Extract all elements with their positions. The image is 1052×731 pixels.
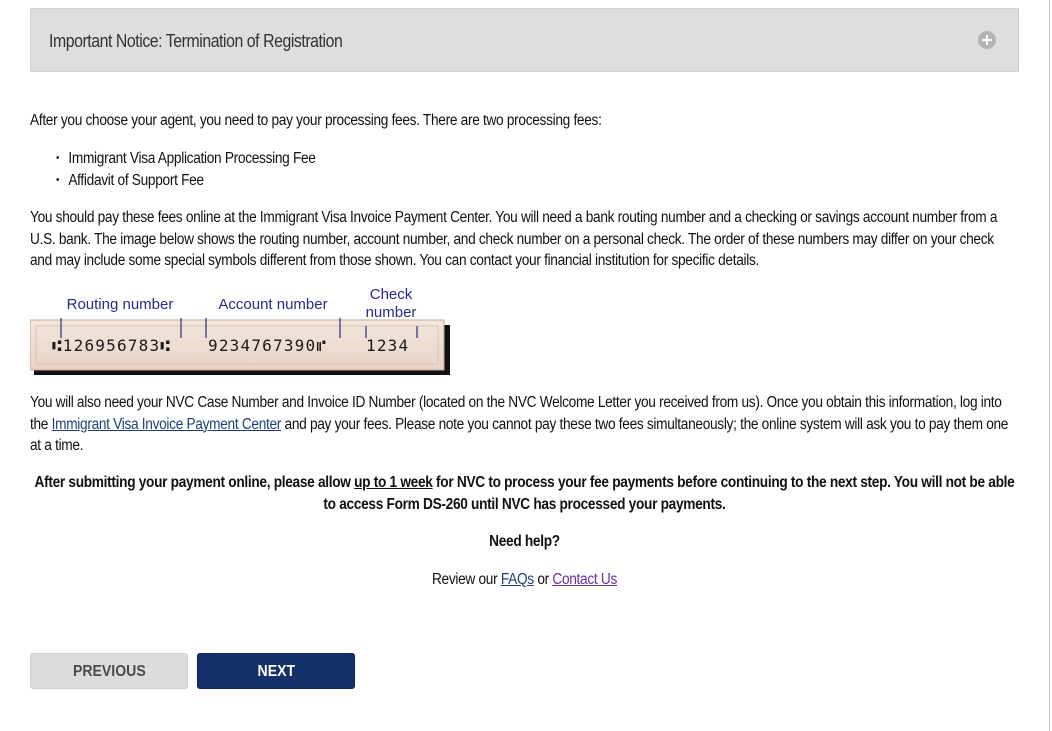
payment-info-text: You should pay these fees online at the Immigrant Visa Invoice Payment Center. You will need a bank routing number and a checking or savings account number from a U.S. bank. The image below shows the routing number, account number, and check number on a personal check. The order of these numbers may differ on your check and may include some special symbols different from those shown. You can contact your financial institution for specific details. — [30, 209, 998, 269]
fee-list — [56, 148, 316, 191]
fee-list-item: • Immigrant Visa Application Processing Fee — [56, 148, 316, 170]
account-number-label: Account number — [218, 296, 328, 313]
page-edge-rule — [1049, 0, 1050, 731]
plus-circle-icon[interactable] — [978, 31, 996, 49]
case-info-text — [30, 392, 1019, 457]
previous-button[interactable] — [30, 653, 188, 689]
review-prefix: Review our — [431, 571, 501, 588]
check-digits: 1234 — [366, 336, 410, 355]
help-links — [30, 569, 1019, 591]
termination-notice-accordion[interactable] — [30, 8, 1019, 72]
account-digits: 9234767390⑈ — [208, 336, 328, 355]
or-text: or — [533, 571, 553, 588]
case-info-before: You will also need your NVC Case Number and Invoice ID Number (located on the NVC Welcome Letter you received from us). Once you obtain this information, log into the — [30, 394, 1002, 433]
check-number-label-line2: number — [365, 304, 417, 321]
check-diagram — [30, 288, 452, 376]
need-help-heading: Need help? — [489, 533, 560, 550]
processing-time-emphasis: up to 1 week — [354, 474, 433, 491]
intro-text: After you choose your agent, you need to pay your processing fees. There are two processing fees: — [30, 112, 602, 129]
processing-notice-before: After submitting your payment online, please allow — [34, 474, 355, 491]
fee-list-item: • Affidavit of Support Fee — [56, 170, 316, 192]
next-button[interactable] — [197, 653, 355, 689]
next-button-label: NEXT — [257, 663, 295, 680]
case-info-after: and pay your fees. Please note you cannot pay these two fees simultaneously; the online system will ask you to pay them one at a time. — [30, 415, 1009, 454]
previous-button-label: PREVIOUS — [72, 663, 146, 680]
payment-center-link[interactable]: Immigrant Visa Invoice Payment Center — [51, 415, 282, 433]
processing-notice-after: for NVC to process your fee payments before continuing to the next step. You will not be able to access Form DS-260 until NVC has processed your payments. — [323, 474, 1015, 513]
accordion-title: Important Notice: Termination of Registration — [49, 31, 343, 51]
contact-us-link[interactable]: Contact Us — [552, 571, 617, 588]
routing-number-label: Routing number — [66, 296, 174, 313]
processing-notice — [30, 472, 1019, 515]
faqs-link[interactable]: FAQs — [500, 571, 534, 588]
check-number-label-line1: Check — [369, 288, 413, 303]
fee-payment-page — [30, 8, 1019, 680]
routing-digits: ⑆126956783⑆ — [52, 336, 172, 355]
